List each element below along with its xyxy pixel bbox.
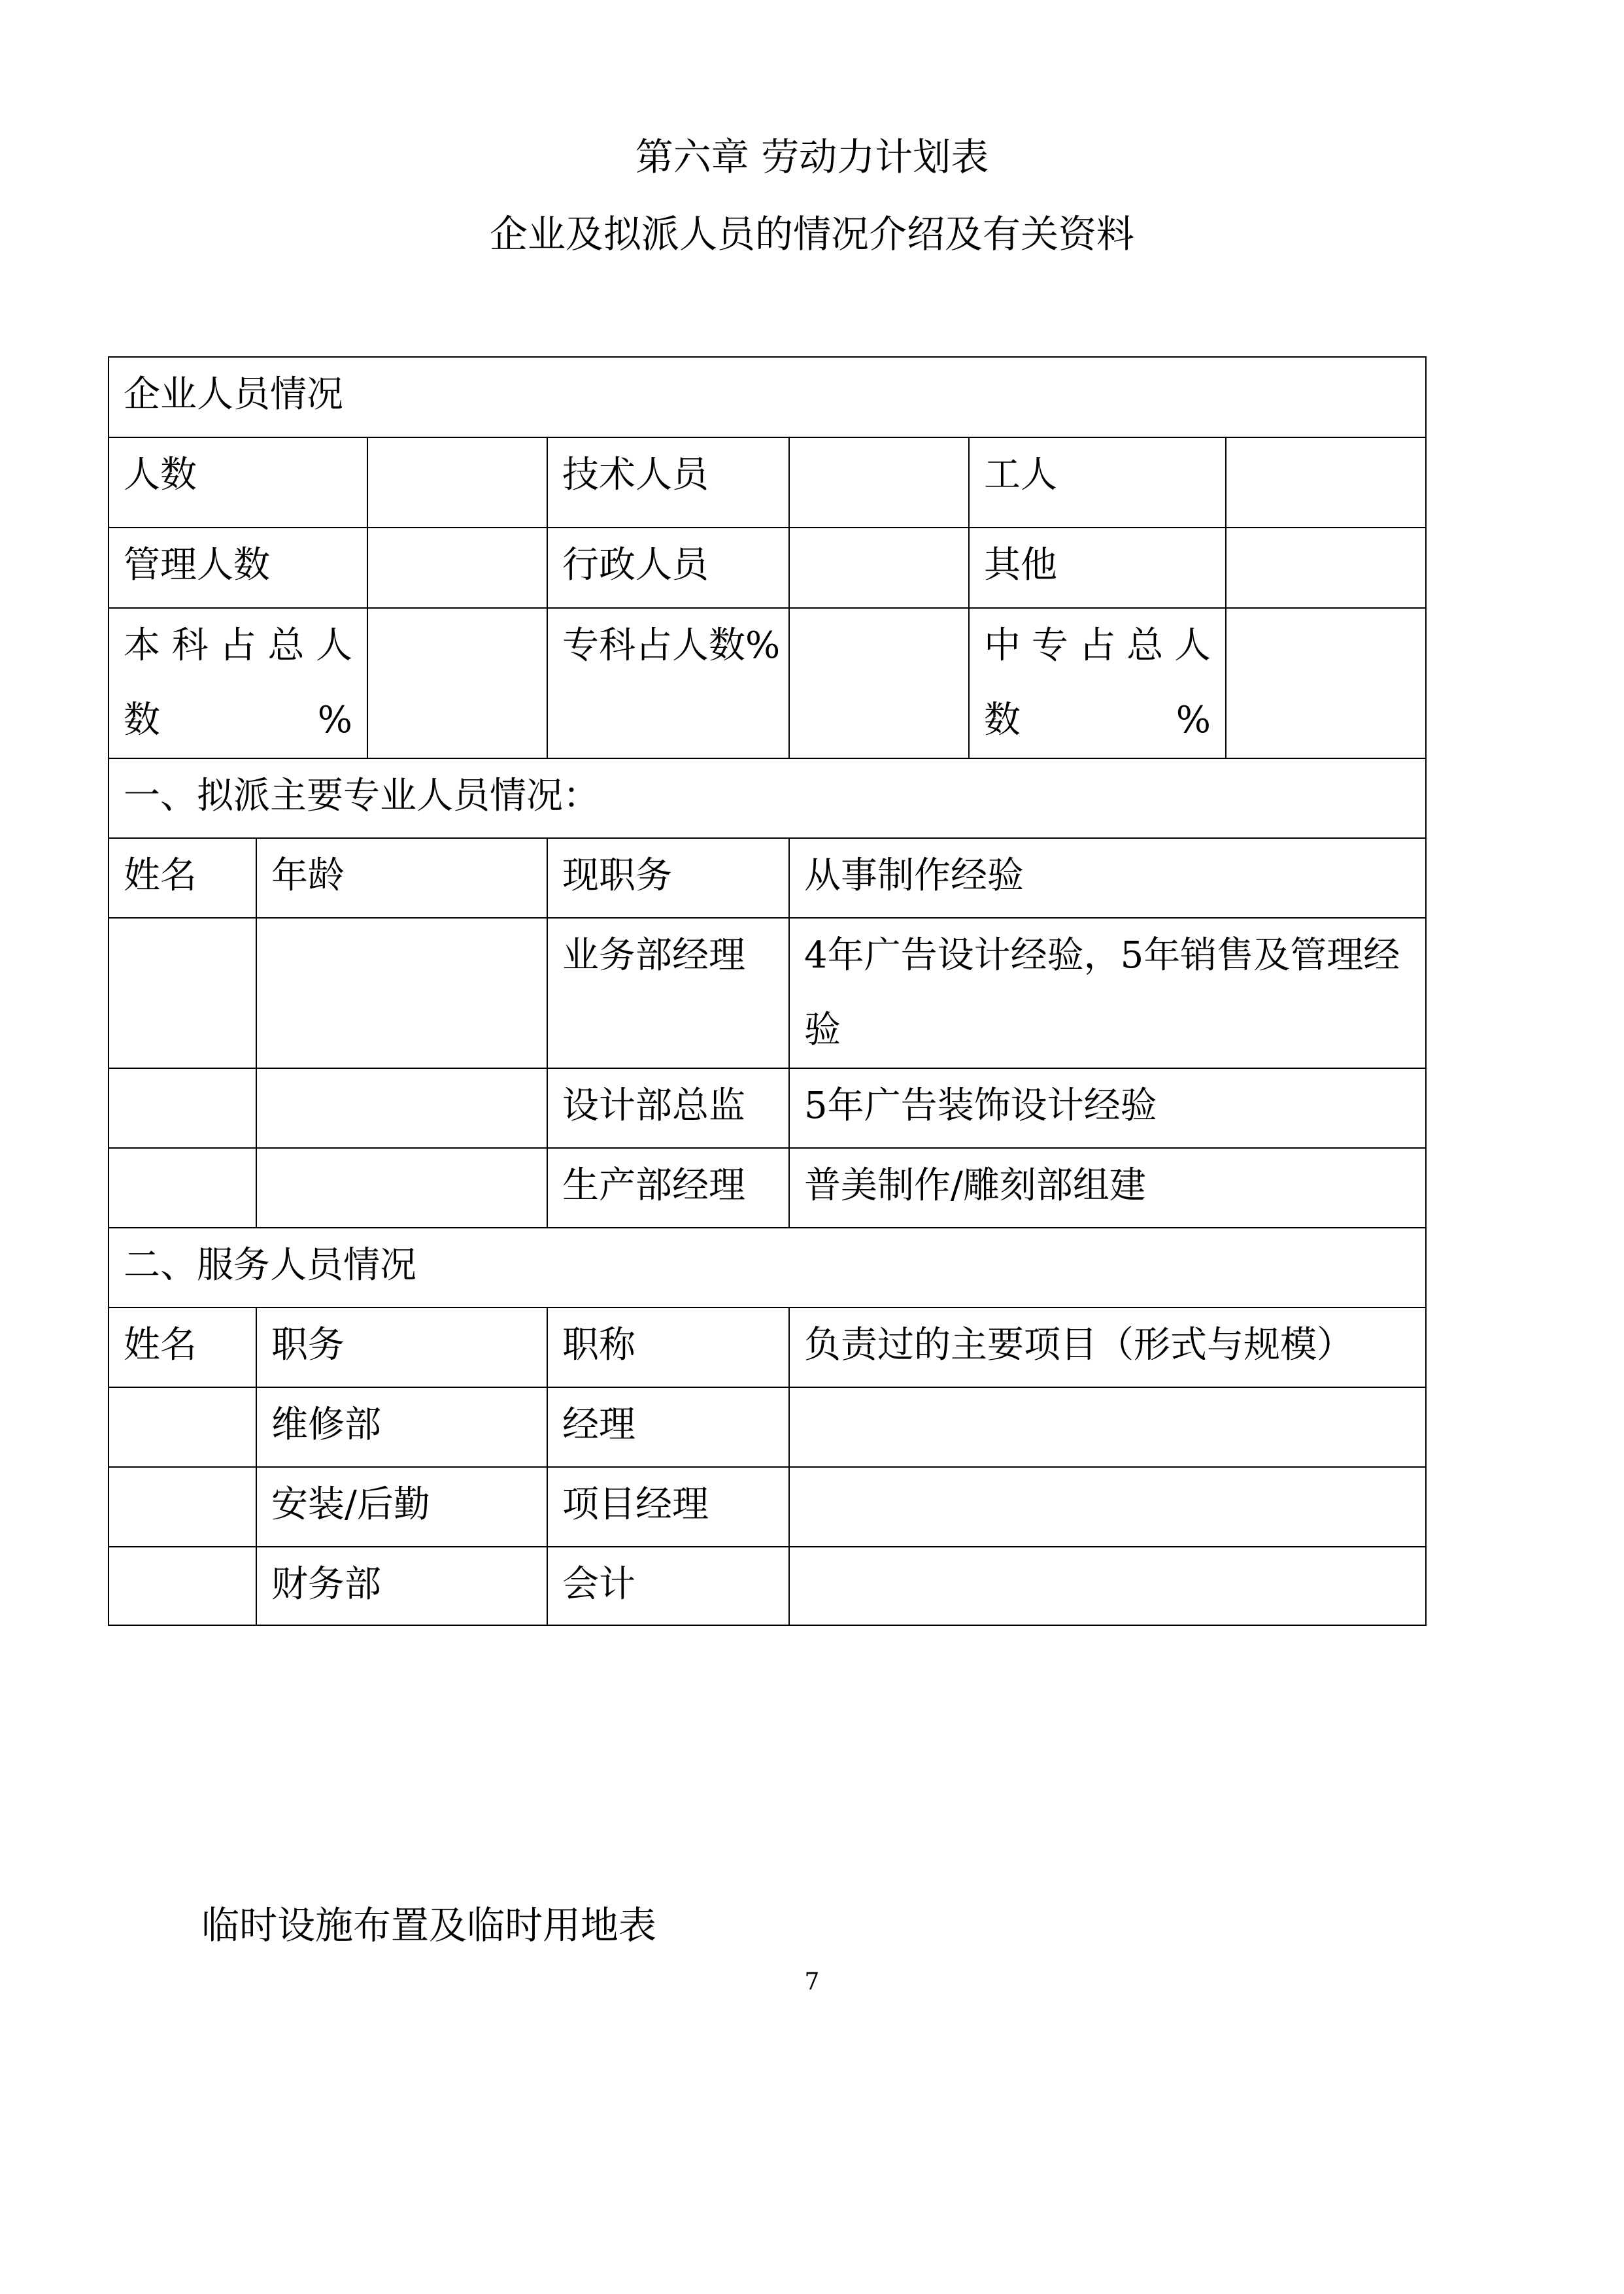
cell-projects bbox=[789, 1387, 1426, 1467]
cell-duty: 财务部 bbox=[256, 1547, 547, 1625]
chapter-title: 第六章 劳动力计划表 bbox=[635, 135, 989, 179]
label-junior-college-ratio: 专科占人数% bbox=[547, 608, 789, 758]
col-title: 职称 bbox=[547, 1307, 789, 1387]
col-current-position: 现职务 bbox=[547, 838, 789, 918]
section1-column-row bbox=[109, 838, 1426, 918]
cell-projects bbox=[789, 1547, 1426, 1625]
col-experience: 从事制作经验 bbox=[789, 838, 1426, 918]
enterprise-row-education bbox=[109, 608, 1426, 758]
cell-title: 经理 bbox=[547, 1387, 789, 1467]
enterprise-row-management bbox=[109, 528, 1426, 608]
label-bachelor-ratio-line1: 本科占总人 bbox=[124, 624, 352, 667]
value-workers bbox=[1226, 437, 1426, 528]
enterprise-header-row bbox=[109, 357, 1426, 437]
label-secondary-ratio bbox=[969, 608, 1226, 758]
cell-name bbox=[109, 1547, 256, 1625]
next-section-title: 临时设施布置及临时用地表 bbox=[201, 1903, 657, 1948]
cell-age bbox=[256, 918, 547, 1068]
label-workers: 工人 bbox=[969, 437, 1226, 528]
cell-title: 项目经理 bbox=[547, 1467, 789, 1547]
page-number: 7 bbox=[804, 1968, 820, 1995]
value-technical-staff bbox=[789, 437, 969, 528]
value-junior-college-ratio bbox=[789, 608, 969, 758]
value-headcount bbox=[367, 437, 547, 528]
label-secondary-ratio-line2: 数% bbox=[984, 699, 1211, 741]
cell-age bbox=[256, 1068, 547, 1148]
enterprise-section-header: 企业人员情况 bbox=[109, 357, 1426, 437]
table-row bbox=[109, 918, 1426, 1068]
label-other: 其他 bbox=[969, 528, 1226, 608]
cell-name bbox=[109, 918, 256, 1068]
table-row bbox=[109, 1387, 1426, 1467]
cell-position: 生产部经理 bbox=[547, 1148, 789, 1228]
col-age: 年龄 bbox=[256, 838, 547, 918]
label-management: 管理人数 bbox=[109, 528, 367, 608]
section1-header: 一、拟派主要专业人员情况： bbox=[109, 758, 1426, 838]
col-name: 姓名 bbox=[109, 1307, 256, 1387]
cell-projects bbox=[789, 1467, 1426, 1547]
table-row bbox=[109, 1068, 1426, 1148]
label-bachelor-ratio-line2: 数% bbox=[124, 699, 352, 741]
cell-age bbox=[256, 1148, 547, 1228]
cell-duty: 维修部 bbox=[256, 1387, 547, 1467]
value-management bbox=[367, 528, 547, 608]
cell-name bbox=[109, 1148, 256, 1228]
table-row bbox=[109, 1467, 1426, 1547]
cell-name bbox=[109, 1068, 256, 1148]
label-headcount: 人数 bbox=[109, 437, 367, 528]
cell-position: 设计部总监 bbox=[547, 1068, 789, 1148]
cell-experience: 4年广告设计经验，5年销售及管理经验 bbox=[789, 918, 1426, 1068]
section2-header-row bbox=[109, 1228, 1426, 1307]
cell-position: 业务部经理 bbox=[547, 918, 789, 1068]
cell-experience: 普美制作/雕刻部组建 bbox=[789, 1148, 1426, 1228]
col-duty: 职务 bbox=[256, 1307, 547, 1387]
value-admin-staff bbox=[789, 528, 969, 608]
cell-name bbox=[109, 1387, 256, 1467]
label-bachelor-ratio bbox=[109, 608, 367, 758]
cell-duty: 安装/后勤 bbox=[256, 1467, 547, 1547]
value-secondary-ratio bbox=[1226, 608, 1426, 758]
value-other bbox=[1226, 528, 1426, 608]
enterprise-row-headcount bbox=[109, 437, 1426, 528]
cell-name bbox=[109, 1467, 256, 1547]
cell-experience: 5年广告装饰设计经验 bbox=[789, 1068, 1426, 1148]
label-technical-staff: 技术人员 bbox=[547, 437, 789, 528]
label-admin-staff: 行政人员 bbox=[547, 528, 789, 608]
col-name: 姓名 bbox=[109, 838, 256, 918]
section2-header: 二、服务人员情况 bbox=[109, 1228, 1426, 1307]
label-secondary-ratio-line1: 中专占总人 bbox=[984, 624, 1211, 667]
personnel-table bbox=[108, 356, 1427, 1626]
cell-title: 会计 bbox=[547, 1547, 789, 1625]
section2-column-row bbox=[109, 1307, 1426, 1387]
col-projects: 负责过的主要项目（形式与规模） bbox=[789, 1307, 1426, 1387]
document-subtitle: 企业及拟派人员的情况介绍及有关资料 bbox=[489, 212, 1134, 256]
value-bachelor-ratio bbox=[367, 608, 547, 758]
section1-header-row bbox=[109, 758, 1426, 838]
table-row bbox=[109, 1148, 1426, 1228]
table-row bbox=[109, 1547, 1426, 1625]
